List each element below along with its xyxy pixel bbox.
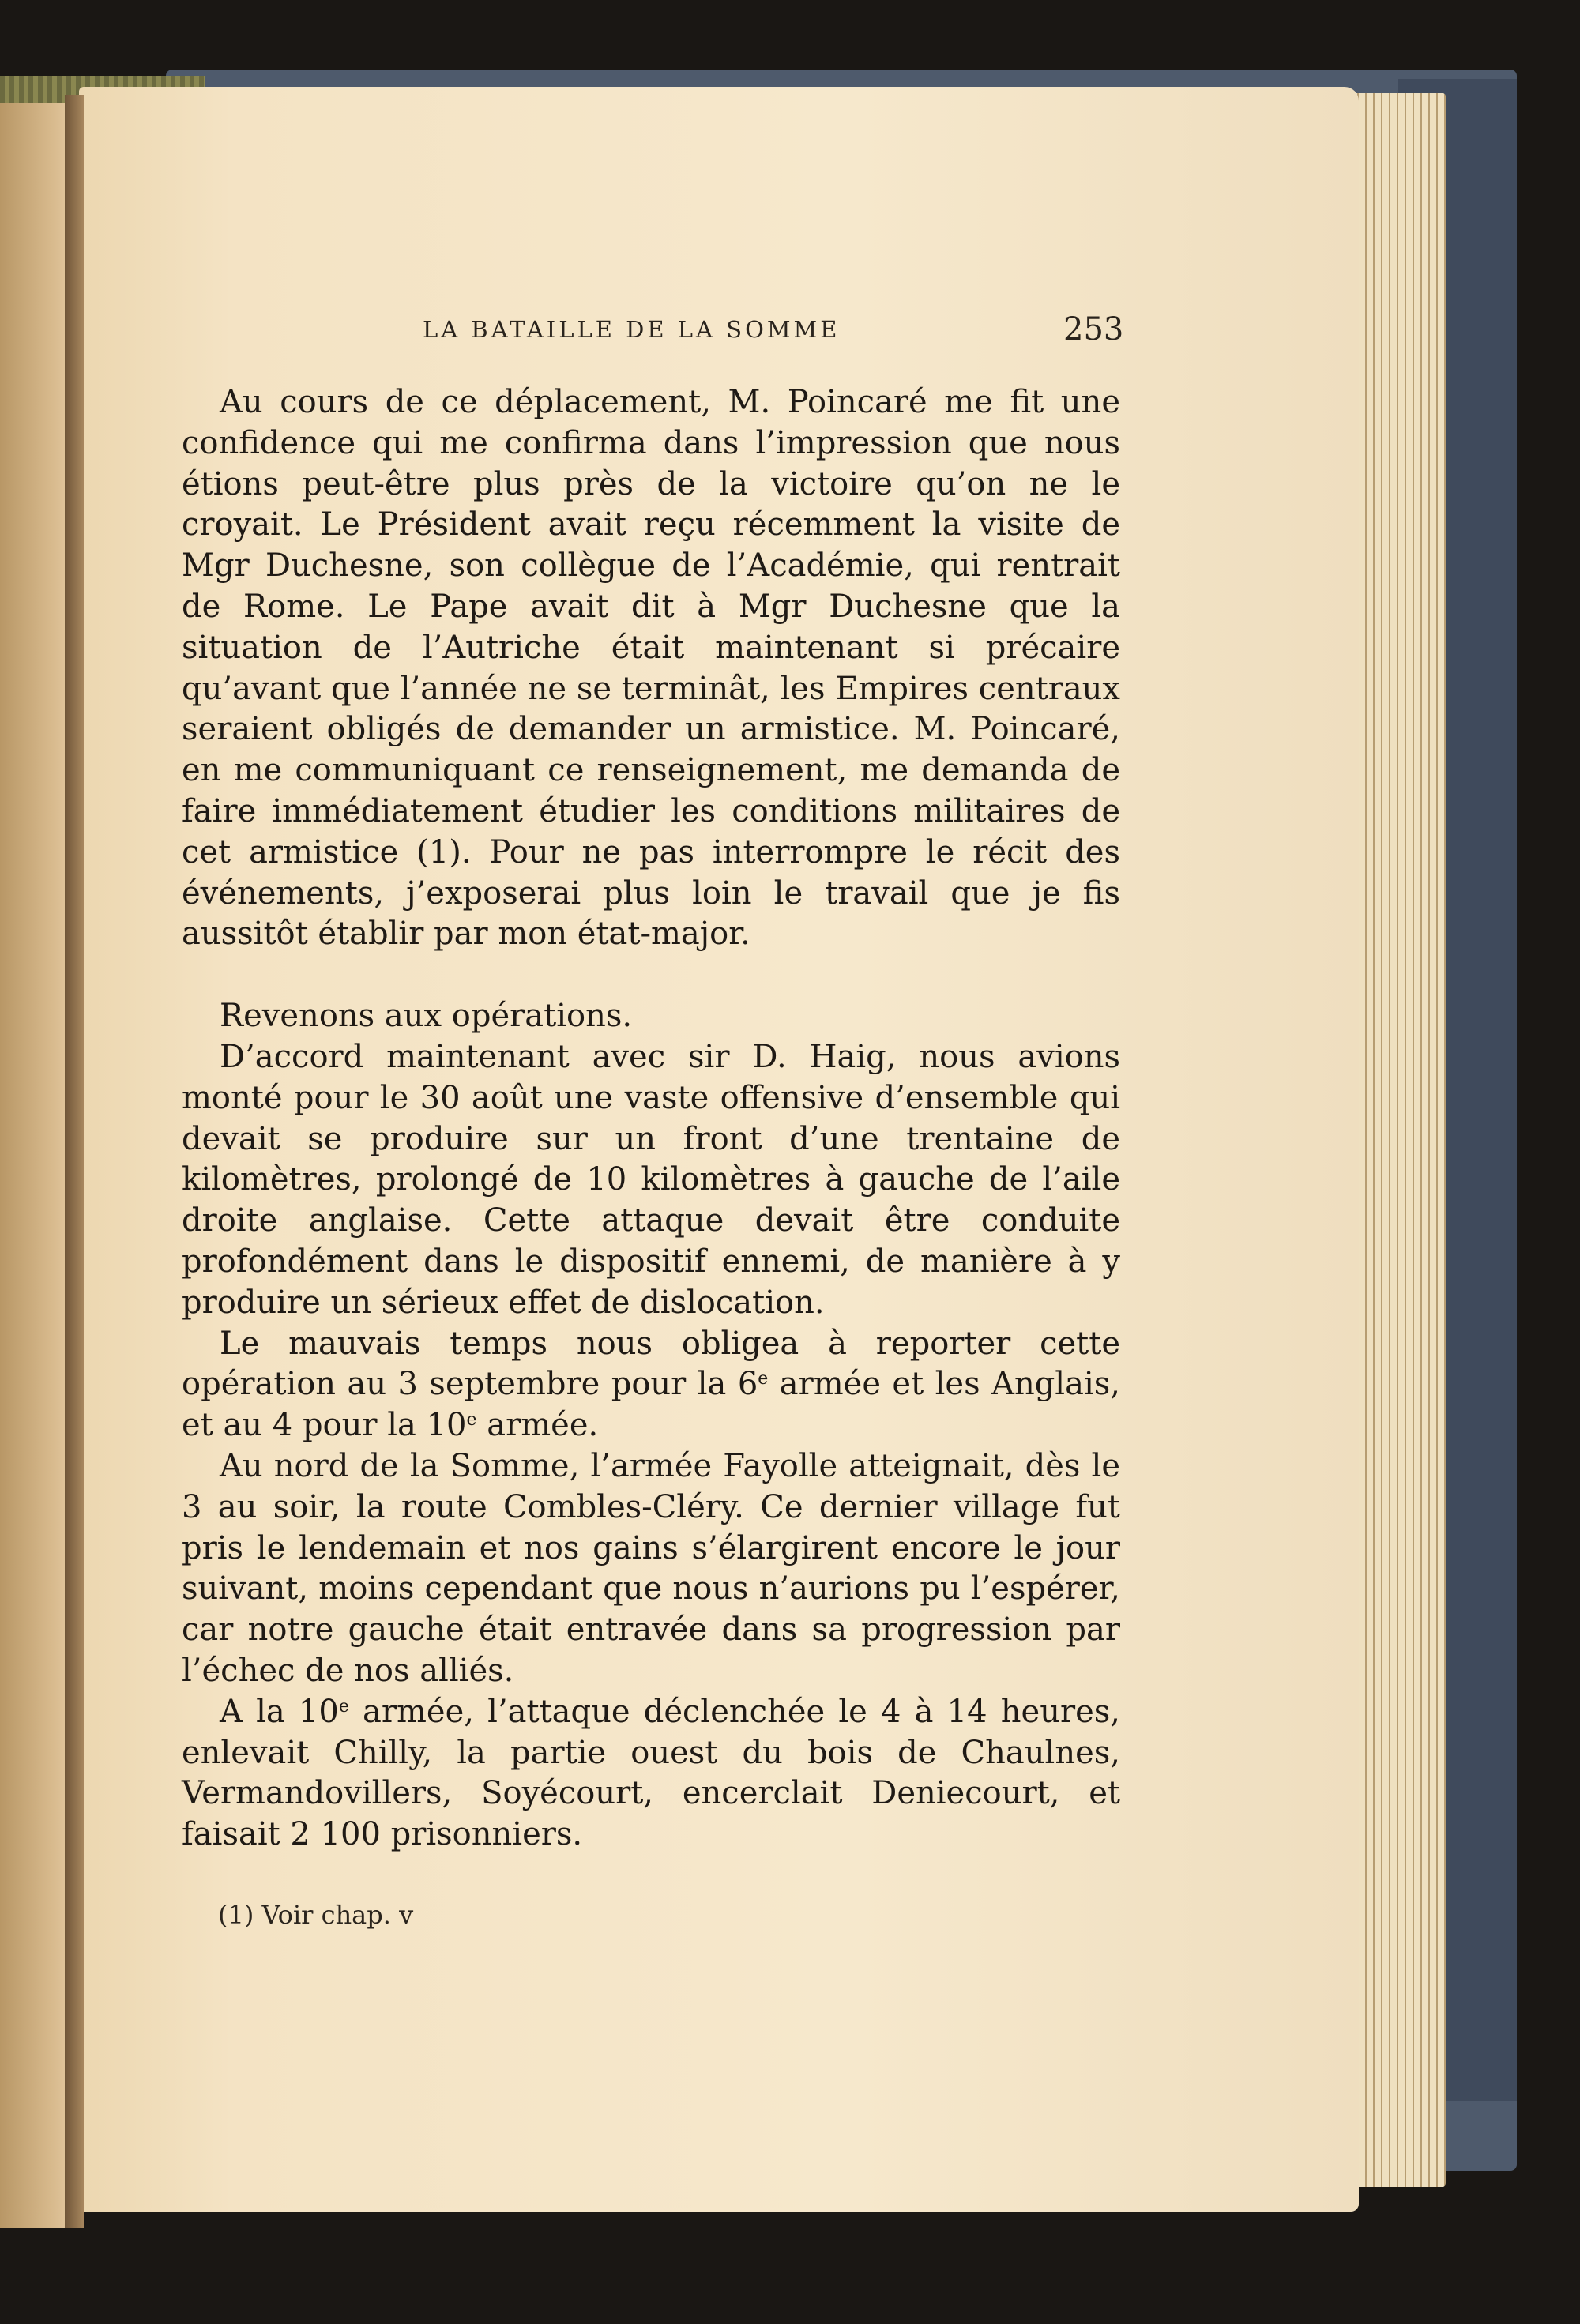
paragraph: Au cours de ce déplacement, M. Poincaré me fit une confidence qui me confirma dans l’impression que nous étions peut-être plus près de la victoire qu’on ne le croyait. Le Président avait reçu récemment la visite de Mgr Duchesne, son collègue de l’Académie, qui rentrait de Rome. Le Pape avait dit à Mgr Duchesne que la situation de l’Autriche était maintenant si précaire qu’avant que l’année ne se terminât, les Empires centraux seraient obligés de demander un armistice. M. Poincaré, en me communiquant ce renseignement, me demanda de faire immédiatement étudier les conditions militaires de cet armistice (1). Pour ne pas interrompre le récit des événements, j’exposerai plus loin le travail que je fis aussitôt établir par mon état-major.	[182, 384, 1120, 953]
text-run: armée.	[476, 1407, 599, 1444]
page-number: 253	[1063, 311, 1124, 348]
running-title: LA BATAILLE DE LA SOMME	[423, 316, 841, 343]
book-gutter	[65, 95, 84, 2228]
paragraph-gap	[182, 955, 1120, 996]
left-page-edge	[0, 103, 73, 2228]
paragraph: Au nord de la Somme, l’armée Fayolle atteignait, dès le 3 au soir, la route Combles-Cléry. Ce dernier village fut pris le lendemain et nos gains s’élargirent encore le jour suivant, moins cependant que nous n’aurions pu l’espérer, car notre gauche était entravée dans sa progression par l’échec de nos alliés.	[182, 1447, 1120, 1689]
text-run: armée et les Anglais, et au 4 pour la 10	[182, 1366, 1120, 1444]
paragraph	[182, 1692, 1120, 1856]
paragraph: D’accord maintenant avec sir D. Haig, nous avions monté pour le 30 août une vaste offensive d’ensemble qui devait se produire sur un front d’une trentaine de kilomètres, prolongé de 10 kilomètres à gauche de l’aile droite anglaise. Cette attaque devait être conduite profondément dans le dispositif ennemi, de manière à y produire un sérieux effet de dislocation.	[182, 1038, 1120, 1321]
body-text	[182, 382, 1120, 1856]
superscript: e	[466, 1409, 477, 1430]
superscript: e	[758, 1369, 769, 1390]
superscript: e	[338, 1696, 349, 1717]
text-run: A la 10	[220, 1693, 339, 1730]
paragraph	[182, 1324, 1120, 1446]
paragraph: Revenons aux opérations.	[220, 998, 633, 1035]
text-run: Le mauvais temps nous obligea à reporter cette opération au 3 septembre pour la 6	[182, 1325, 1120, 1403]
footnote: (1) Voir chap. v	[218, 1900, 414, 1930]
text-run: armée, l’attaque déclenchée le 4 à 14 heures, enlevait Chilly, la partie ouest du bois de Chaulnes, Vermandovillers, Soyécourt, encerclait Deniecourt, et faisait 2 100 prisonniers.	[182, 1693, 1121, 1853]
